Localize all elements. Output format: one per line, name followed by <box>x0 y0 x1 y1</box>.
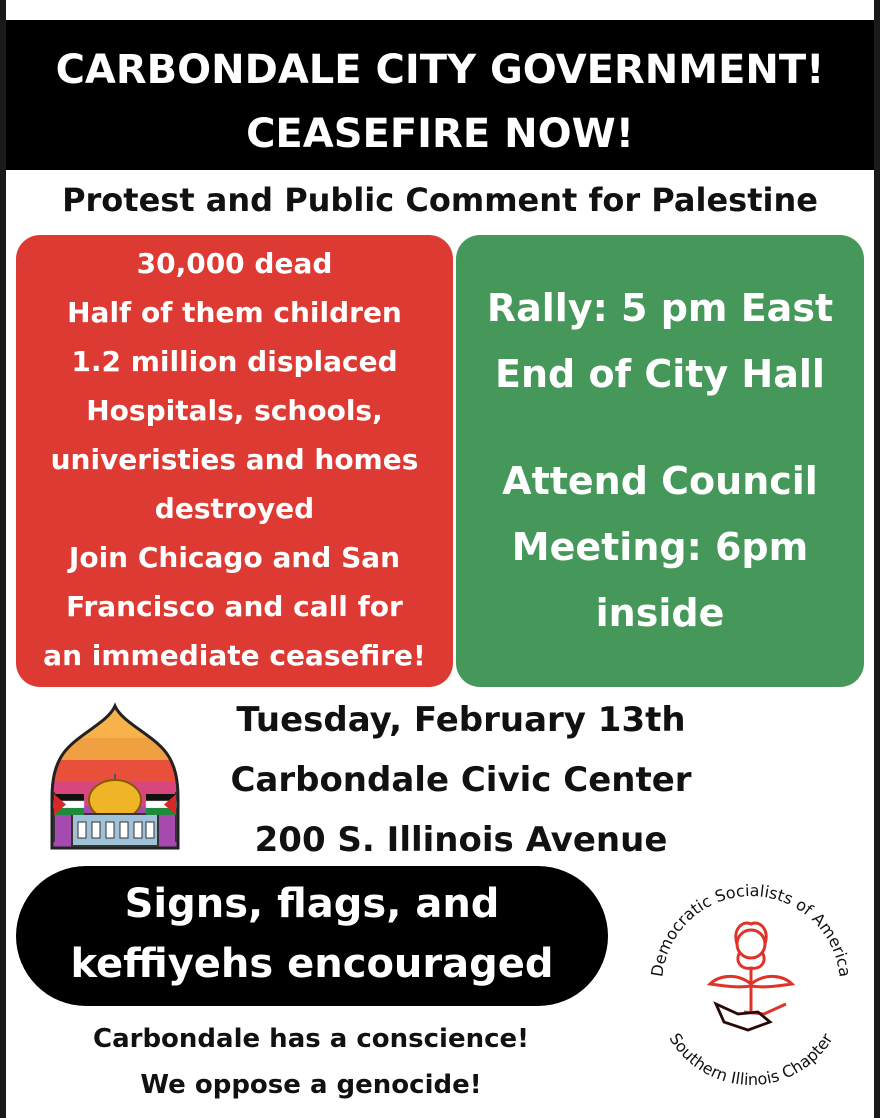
dsa-logo <box>638 872 864 1098</box>
event-venue: Carbondale Civic Center <box>230 760 692 800</box>
rally-line: End of City Hall <box>495 352 825 396</box>
council-info <box>456 448 864 646</box>
fact-line: Join Chicago and San <box>68 541 401 574</box>
council-line: Meeting: 6pm <box>511 525 809 569</box>
facts-box <box>16 235 453 687</box>
protest-flyer <box>6 0 874 1118</box>
closing-line: Carbondale has a conscience! <box>93 1024 529 1054</box>
top-border <box>6 0 874 20</box>
fact-line: 30,000 dead <box>136 247 333 280</box>
event-details <box>176 690 746 870</box>
header-line-1: CARBONDALE CITY GOVERNMENT! <box>55 47 825 93</box>
logo-top-text: Democratic Socialists of America <box>647 880 855 979</box>
logo-bottom-text: Southern Illinois Chapter <box>665 1029 837 1090</box>
event-address: 200 S. Illinois Avenue <box>254 820 668 860</box>
header-line-2: CEASEFIRE NOW! <box>246 111 634 157</box>
dome-of-the-rock-icon <box>42 702 188 854</box>
fact-line: Half of them children <box>67 296 402 329</box>
signs-banner <box>16 866 608 1006</box>
closing-line: We oppose a genocide! <box>140 1070 482 1100</box>
fact-line: univeristies and homes <box>50 443 419 476</box>
signs-line: keffiyehs encouraged <box>70 941 554 987</box>
subtitle: Protest and Public Comment for Palestine <box>62 181 818 219</box>
signs-line: Signs, flags, and <box>124 881 500 927</box>
council-line: inside <box>595 591 725 635</box>
rally-info <box>456 275 864 407</box>
fact-line: 1.2 million displaced <box>71 345 398 378</box>
council-line: Attend Council <box>502 459 818 503</box>
fact-line: Hospitals, schools, <box>86 394 383 427</box>
closing-statement <box>56 1016 566 1108</box>
event-date: Tuesday, February 13th <box>236 700 686 740</box>
fact-line: an immediate ceasefire! <box>43 639 426 672</box>
header-banner <box>6 20 874 170</box>
schedule-box <box>456 235 864 687</box>
fact-line: Francisco and call for <box>66 590 403 623</box>
rally-line: Rally: 5 pm East <box>486 286 834 330</box>
fact-line: destroyed <box>154 492 315 525</box>
